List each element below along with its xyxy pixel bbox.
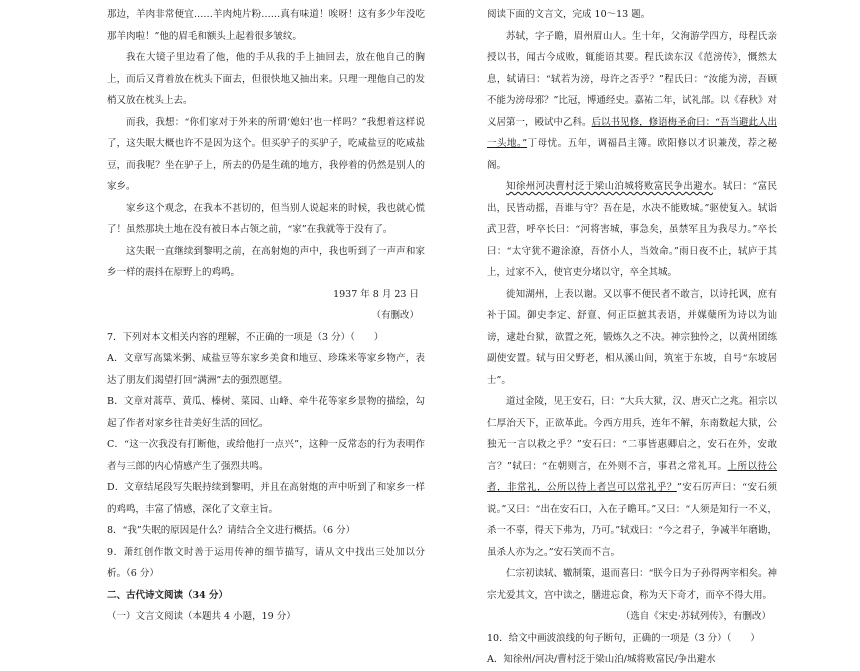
subsection-heading: （一）文言文阅读（本题共 4 小题，19 分） (107, 611, 296, 622)
underlined-sentence: 后以书见修，修语梅圣俞曰：“吾当避此人出一头地。” (487, 116, 777, 149)
classical-paragraph (487, 391, 777, 563)
paragraph: 家乡这个观念，在我本不甚切的，但当别人说起来的时候，我也就心慌了！虽然那块土地在没有被日本占领之前，“家”在我就等于没有了。 (107, 202, 425, 235)
right-column (487, 4, 777, 671)
edited-note: （有删改） (371, 310, 419, 321)
classical-paragraph: 仁宗初读轼、辙制策，退而喜曰：“朕今日为子孙得两宰相矣。神宗尤爱其文，宫中读之，膳进忘食，称为天下奇才，而卒不得大用。 (487, 568, 777, 601)
text-run: 道过金陵，见王安石，曰：“大兵大狱，汉、唐灭亡之兆。祖宗以仁厚治天下，正欲革此。今西方用兵，连年不解，东南数起大狱，公独无一言以救之乎？”安石曰：“二事皆惠卿启之，安石在外，安敢言？”轼曰：“在朝则言，在外则不言，事君之常礼耳。 (487, 396, 777, 472)
left-column (107, 4, 425, 628)
section-heading: 二、古代诗文阅读（34 分） (107, 589, 229, 601)
question-7: 7．下列对本文相关内容的理解，不正确的一项是（3 分）（ ） (107, 331, 384, 343)
text-run: 丁母忧。五年，调福昌主簿。欧阳修以才识兼茂，荐之秘阁。 (487, 138, 777, 171)
question-8: 8．“我”失眠的原因是什么？请结合全文进行概括。（6 分） (107, 525, 356, 536)
question-10-option-a: A．知徐州/河决/曹村泛于梁山泊/城将败富民/争出避水 (487, 654, 716, 665)
classical-paragraph: 徙知湖州，上表以谢。又以事不便民者不敢言，以诗托讽，庶有补于国。御史李定、舒亶、何正臣摭其表语，并媒蘖所为诗以为讪谤，逮赴台狱，欲置之死，锻炼久之不决。神宗独怜之，以黄州团练副使安置。轼与田父野老，相从溪山间，筑室于东坡，自号“东坡居士”。 (487, 288, 777, 386)
paragraph: 那边，羊肉非常便宜……羊肉炖片粉……真有味道！唉呀！这有多少年没吃那羊肉啦！”他的眉毛和额头上起着很多皱纹。 (107, 9, 425, 42)
question-7-option-d: D．文章结尾段写失眠持续到黎明，并且在高射炮的声中听到了和家乡一样的鸡鸣，丰富了情感，深化了文章主旨。 (107, 482, 425, 515)
question-10: 10．给文中画波浪线的句子断句，正确的一项是（3 分）（ ） (487, 632, 760, 644)
paragraph: 而我，我想：“你们家对于外来的所谓‘媳妇’也一样吗？”我想着这样说了，这失眠大概也许不是因为这个。但买驴子的买驴子，吃咸盐豆的吃咸盐豆，而我呢？坐在驴子上，所去的仍是生疏的地方，我停着的仍然是别人的家乡。 (107, 116, 425, 192)
article-date: 1937 年 8 月 23 日 (333, 288, 419, 300)
classical-paragraph (487, 26, 777, 177)
text-run: 。轼曰：“富民出，民皆动摇，吾谁与守？吾在是，水决不能败城。”驱使复入。轼诣武卫营，呼卒长曰：“河将害城，事急矣，虽禁军且为我尽力。”卒长曰：“太守犹不避涂潦，吾侪小人，当效命。”雨日夜不止，轼庐于其上，过家不入，使官吏分堵以守，卒全其城。 (487, 181, 777, 278)
classical-paragraph (487, 176, 777, 284)
paragraph: 这失眠一直继续到黎明之前，在高射炮的声中，我也听到了一声声和家乡一样的震抖在原野上的鸡鸣。 (107, 245, 425, 278)
text-run: 苏轼，字子瞻，眉州眉山人。生十年，父洵游学四方，母程氏亲授以书，闻古今成败，辄能语其要。程氏读东汉《范滂传》，慨然太息，轼请曰：“轼若为滂，母许之否乎？”程氏曰：“汝能为滂，吾顾不能为滂母邪？”比冠，博通经史。嘉祐二年，试礼部。以《春秋》对义居第一，殿试中乙科。 (487, 30, 777, 128)
question-7-option-c: C．“这一次我没有打断他，或给他打一点兴”，这种一反常态的行为表明作者与三郎的内心情感产生了强烈共鸣。 (107, 439, 425, 472)
reading-instructions: 阅读下面的文言文，完成 10～13 题。 (487, 9, 651, 20)
source-citation: （选自《宋史·苏轼列传》，有删改） (620, 611, 771, 622)
question-9: 9．萧红创作散文时善于运用传神的细节描写，请从文中找出三处加以分析。（6 分） (107, 546, 425, 579)
underlined-sentence: 上所以待公者，非常礼，公所以待上者岂可以常礼乎？ (487, 460, 777, 493)
question-7-option-a: A．文章写高粱米粥、咸盐豆等东家乡美食和地豆、珍珠米等家乡物产，表达了朋友们渴望打回“满洲”去的强烈愿望。 (107, 353, 425, 386)
paragraph: 我在大镜子里边看了他，他的手从我的手上抽回去，放在他自己的胸上，而后又背着放在枕头下面去，但很快地又抽出来。只理一理他自己的发梢又放在枕头上去。 (107, 52, 425, 106)
question-7-option-b: B．文章对蒿草、黄瓜、榛树、菜园、山峰、牵牛花等家乡景物的描绘，勾起了作者对家乡往昔美好生活的回忆。 (107, 396, 425, 429)
wavy-underlined-sentence: 知徐州河决曹村泛于梁山泊城将败富民争出避水 (506, 181, 713, 192)
text-run: ”安石厉声曰：“安石须说。”又曰：“出在安石口，入在子瞻耳。”又曰：“人须是知行一不义，杀一不辜，得天下弗为，乃可。”轼戏曰：“今之君子，争减半年磨勘，虽杀人亦为之。”安石笑而不言。 (487, 482, 777, 558)
